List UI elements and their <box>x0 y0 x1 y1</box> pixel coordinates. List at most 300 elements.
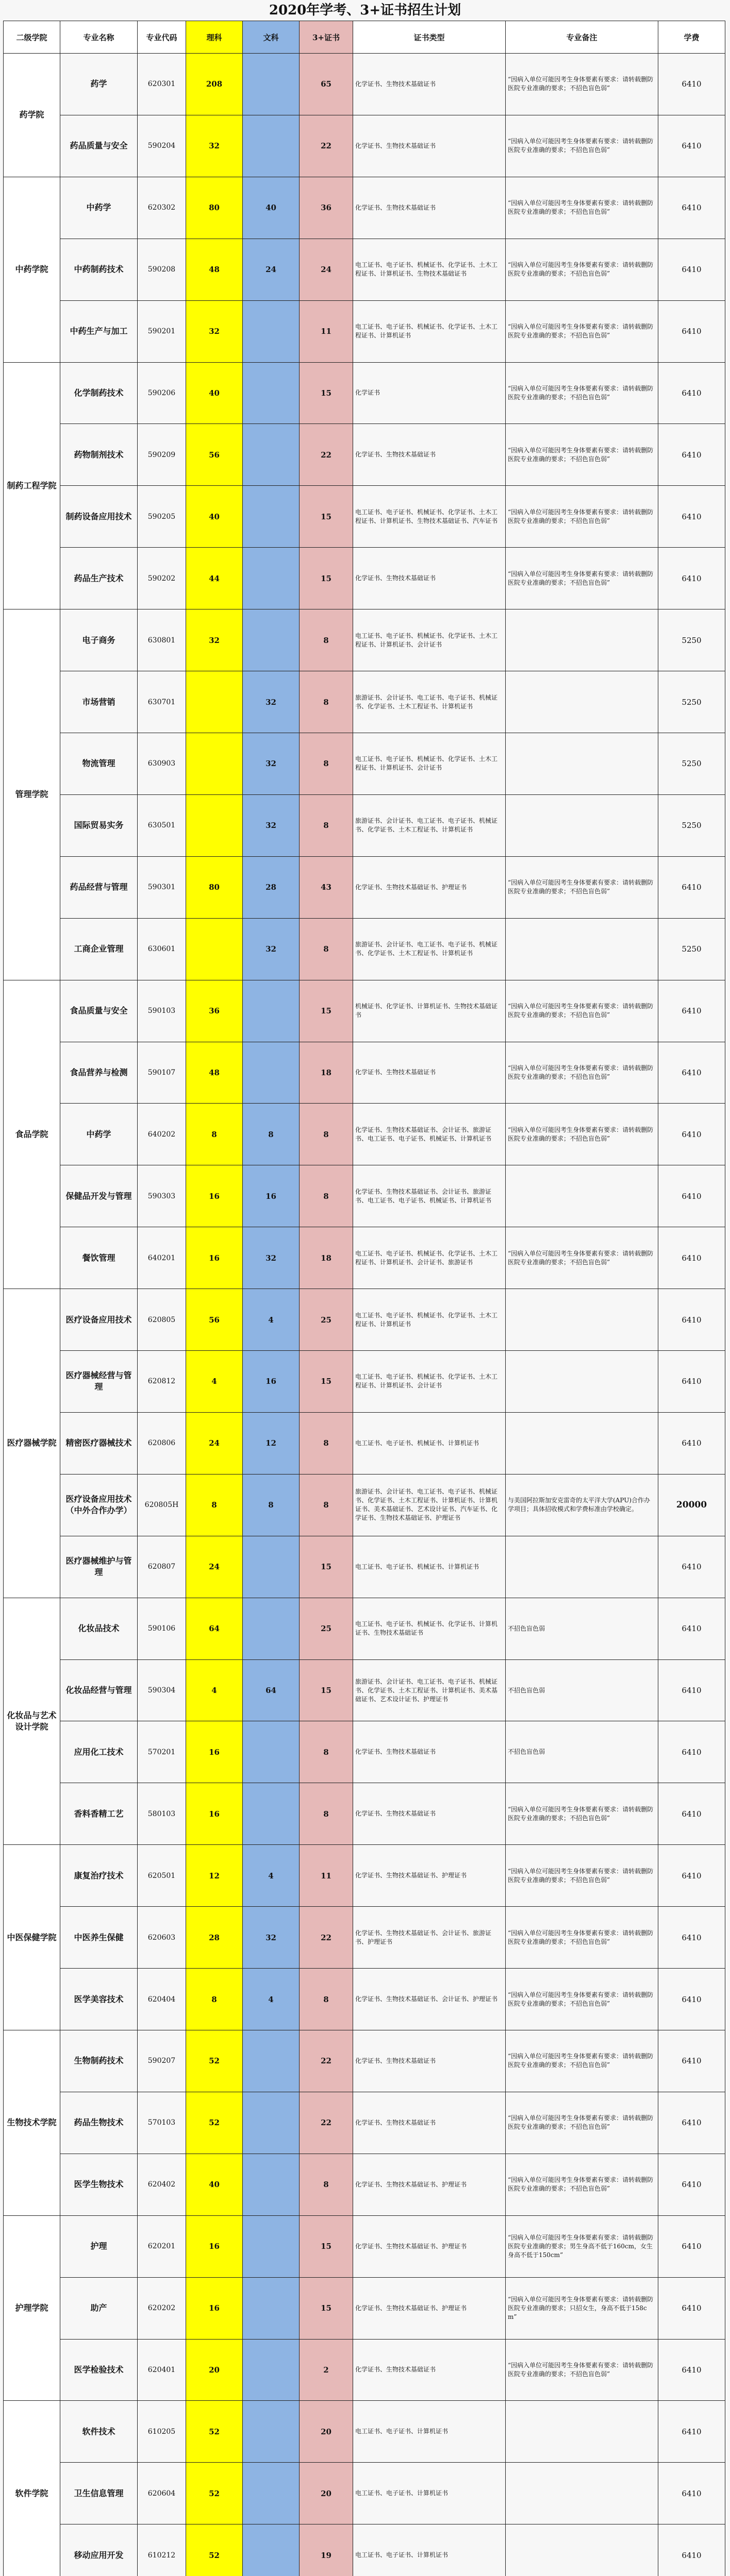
note-cell <box>506 794 658 856</box>
code-cell: 630801 <box>138 609 186 671</box>
liberal-arts-quota-cell <box>243 2524 300 2576</box>
major-cell: 制药设备应用技术 <box>60 486 138 548</box>
code-cell: 590107 <box>138 1042 186 1104</box>
cert-quota-cell: 24 <box>300 239 353 300</box>
science-quota-cell: 24 <box>186 1536 243 1598</box>
page-title: 2020年学考、3+证书招生计划 <box>269 3 461 18</box>
major-cell: 保健品开发与管理 <box>60 1165 138 1227</box>
table-row <box>4 1474 725 1536</box>
cert-type-cell: 化学证书、生物技术基础证书 <box>353 548 506 609</box>
science-quota-cell: 16 <box>186 2277 243 2339</box>
fee-cell: 6410 <box>658 2463 725 2524</box>
cert-type-cell: 电工证书、电子证书、机械证书、化学证书、计算机证书、生物技术基础证书 <box>353 1598 506 1659</box>
major-cell: 工商企业管理 <box>60 918 138 980</box>
cert-quota-cell: 8 <box>300 1783 353 1845</box>
code-cell: 630501 <box>138 794 186 856</box>
liberal-arts-quota-cell <box>243 2215 300 2277</box>
major-cell: 餐饮管理 <box>60 1227 138 1289</box>
cert-quota-cell: 22 <box>300 2092 353 2154</box>
note-cell: “因病入单位可能因考生身体要素有要求：请转载删防医院专业准确的要求；不招色盲色弱” <box>506 115 658 177</box>
cert-type-cell: 化学证书、生物技术基础证书、会计证书、旅游证书、电工证书、电子证书、机械证书、计算机证书 <box>353 1104 506 1165</box>
fee-cell: 6410 <box>658 1165 725 1227</box>
liberal-arts-quota-cell <box>243 1598 300 1659</box>
liberal-arts-quota-cell <box>243 2401 300 2463</box>
code-cell: 590106 <box>138 1598 186 1659</box>
fee-cell: 6410 <box>658 1783 725 1845</box>
cert-type-cell: 电工证书、电子证书、机械证书、化学证书、土木工程证书、计算机证书 <box>353 300 506 362</box>
code-cell: 620302 <box>138 177 186 239</box>
note-cell: 与美国阿拉斯加安克雷奇的太平洋大学(APU)合作办学项目；具体招收模式和学费标准由学校确定。 <box>506 1474 658 1536</box>
liberal-arts-quota-cell <box>243 609 300 671</box>
header-3plus-cert: 3+证书 <box>300 21 353 54</box>
note-cell: “因病入单位可能因考生身体要素有要求：请转载删防医院专业准确的要求；不招色盲色弱” <box>506 856 658 918</box>
fee-cell: 6410 <box>658 424 725 486</box>
table-row <box>4 856 725 918</box>
cert-quota-cell: 22 <box>300 1907 353 1969</box>
cert-type-cell: 化学证书、生物技术基础证书、护理证书 <box>353 2154 506 2215</box>
liberal-arts-quota-cell <box>243 1721 300 1783</box>
science-quota-cell: 80 <box>186 856 243 918</box>
fee-cell: 5250 <box>658 733 725 794</box>
fee-cell: 6410 <box>658 980 725 1042</box>
fee-cell: 6410 <box>658 239 725 300</box>
cert-type-cell: 旅游证书、会计证书、电工证书、电子证书、机械证书、化学证书、土木工程证书、计算机证书 <box>353 671 506 733</box>
code-cell: 620201 <box>138 2215 186 2277</box>
college-cell: 中医保健学院 <box>4 1845 60 2030</box>
cert-quota-cell: 15 <box>300 2215 353 2277</box>
table-row <box>4 1042 725 1104</box>
note-cell <box>506 1289 658 1351</box>
code-cell: 590208 <box>138 239 186 300</box>
code-cell: 620402 <box>138 2154 186 2215</box>
note-cell: “因病入单位可能因考生身体要素有要求：请转载删防医院专业准确的要求；不招色盲色弱” <box>506 1042 658 1104</box>
cert-type-cell: 化学证书、生物技术基础证书 <box>353 115 506 177</box>
college-cell: 中药学院 <box>4 177 60 362</box>
fee-cell: 6410 <box>658 300 725 362</box>
major-cell: 中药学 <box>60 1104 138 1165</box>
table-row <box>4 300 725 362</box>
science-quota-cell: 208 <box>186 54 243 115</box>
liberal-arts-quota-cell <box>243 115 300 177</box>
header-fee: 学费 <box>658 21 725 54</box>
cert-quota-cell: 15 <box>300 980 353 1042</box>
liberal-arts-quota-cell: 28 <box>243 856 300 918</box>
liberal-arts-quota-cell <box>243 300 300 362</box>
note-cell <box>506 2463 658 2524</box>
liberal-arts-quota-cell <box>243 980 300 1042</box>
table-row <box>4 424 725 486</box>
table-row <box>4 2030 725 2092</box>
note-cell <box>506 918 658 980</box>
code-cell: 610212 <box>138 2524 186 2576</box>
fee-cell: 6410 <box>658 2524 725 2576</box>
cert-type-cell: 电工证书、电子证书、机械证书、化学证书、土木工程证书、计算机证书、会计证书 <box>353 1351 506 1413</box>
fee-cell: 6410 <box>658 115 725 177</box>
science-quota-cell: 4 <box>186 1659 243 1721</box>
science-quota-cell <box>186 671 243 733</box>
science-quota-cell: 4 <box>186 1351 243 1413</box>
major-cell: 食品质量与安全 <box>60 980 138 1042</box>
cert-type-cell: 化学证书、生物技术基础证书、护理证书 <box>353 2277 506 2339</box>
header-liberal-arts: 文科 <box>243 21 300 54</box>
table-row <box>4 1351 725 1413</box>
liberal-arts-quota-cell <box>243 548 300 609</box>
cert-quota-cell: 18 <box>300 1227 353 1289</box>
note-cell <box>506 671 658 733</box>
liberal-arts-quota-cell: 4 <box>243 1969 300 2030</box>
table-row <box>4 115 725 177</box>
note-cell: “因病入单位可能因考生身体要素有要求：请转载删防医院专业准确的要求；不招色盲色弱” <box>506 2092 658 2154</box>
major-cell: 中药生产与加工 <box>60 300 138 362</box>
cert-type-cell: 电工证书、电子证书、机械证书、化学证书、土木工程证书、计算机证书、会计证书 <box>353 733 506 794</box>
table-row <box>4 2401 725 2463</box>
major-cell: 移动应用开发 <box>60 2524 138 2576</box>
liberal-arts-quota-cell <box>243 1536 300 1598</box>
code-cell: 620603 <box>138 1907 186 1969</box>
table-header-row <box>4 21 725 54</box>
table-row <box>4 362 725 424</box>
college-cell: 制药工程学院 <box>4 362 60 609</box>
cert-type-cell: 化学证书、生物技术基础证书 <box>353 424 506 486</box>
header-college: 二级学院 <box>4 21 60 54</box>
cert-quota-cell: 22 <box>300 424 353 486</box>
note-cell <box>506 2524 658 2576</box>
major-cell: 医学美容技术 <box>60 1969 138 2030</box>
liberal-arts-quota-cell: 40 <box>243 177 300 239</box>
fee-cell: 6410 <box>658 1227 725 1289</box>
table-row <box>4 733 725 794</box>
code-cell: 590209 <box>138 424 186 486</box>
note-cell: “因病入单位可能因考生身体要素有要求：请转载删防医院专业准确的要求；只招女生，身高不低于158cm” <box>506 2277 658 2339</box>
fee-cell: 6410 <box>658 2030 725 2092</box>
note-cell: “因病入单位可能因考生身体要素有要求：请转载删防医院专业准确的要求；不招色盲色弱” <box>506 300 658 362</box>
major-cell: 药学 <box>60 54 138 115</box>
science-quota-cell: 16 <box>186 1721 243 1783</box>
science-quota-cell: 16 <box>186 2215 243 2277</box>
note-cell: “因病入单位可能因考生身体要素有要求：请转载删防医院专业准确的要求；不招色盲色弱” <box>506 1907 658 1969</box>
cert-quota-cell: 25 <box>300 1598 353 1659</box>
major-cell: 卫生信息管理 <box>60 2463 138 2524</box>
cert-type-cell: 化学证书、生物技术基础证书 <box>353 2030 506 2092</box>
table-row <box>4 609 725 671</box>
liberal-arts-quota-cell <box>243 362 300 424</box>
table-row <box>4 2339 725 2401</box>
fee-cell: 6410 <box>658 362 725 424</box>
header-cert-type: 证书类型 <box>353 21 506 54</box>
fee-cell: 6410 <box>658 1412 725 1474</box>
fee-cell: 6410 <box>658 2277 725 2339</box>
major-cell: 康复治疗技术 <box>60 1845 138 1907</box>
major-cell: 药品质量与安全 <box>60 115 138 177</box>
cert-type-cell: 化学证书、生物技术基础证书 <box>353 2092 506 2154</box>
code-cell: 620807 <box>138 1536 186 1598</box>
cert-type-cell: 化学证书、生物技术基础证书、会计证书、护理证书 <box>353 1969 506 2030</box>
code-cell: 630701 <box>138 671 186 733</box>
cert-type-cell: 电工证书、电子证书、机械证书、化学证书、土木工程证书、计算机证书、生物技术基础证书 <box>353 239 506 300</box>
code-cell: 640201 <box>138 1227 186 1289</box>
note-cell: 不招色盲色弱 <box>506 1659 658 1721</box>
major-cell: 中药学 <box>60 177 138 239</box>
table-row <box>4 2524 725 2576</box>
liberal-arts-quota-cell: 64 <box>243 1659 300 1721</box>
note-cell <box>506 1412 658 1474</box>
cert-quota-cell: 15 <box>300 362 353 424</box>
fee-cell: 5250 <box>658 609 725 671</box>
liberal-arts-quota-cell: 12 <box>243 1412 300 1474</box>
major-cell: 化妆品经营与管理 <box>60 1659 138 1721</box>
college-cell: 生物技术学院 <box>4 2030 60 2216</box>
code-cell: 590301 <box>138 856 186 918</box>
fee-cell: 6410 <box>658 1845 725 1907</box>
liberal-arts-quota-cell: 24 <box>243 239 300 300</box>
table-row <box>4 2277 725 2339</box>
cert-type-cell: 电工证书、电子证书、机械证书、化学证书、土木工程证书、计算机证书、生物技术基础证书、汽车证书 <box>353 486 506 548</box>
cert-quota-cell: 20 <box>300 2463 353 2524</box>
note-cell: “因病入单位可能因考生身体要素有要求：请转载删防医院专业准确的要求；不招色盲色弱” <box>506 980 658 1042</box>
table-row <box>4 486 725 548</box>
table-row <box>4 2154 725 2215</box>
cert-quota-cell: 15 <box>300 1351 353 1413</box>
fee-cell: 6410 <box>658 2215 725 2277</box>
code-cell: 620604 <box>138 2463 186 2524</box>
cert-type-cell: 化学证书、生物技术基础证书 <box>353 177 506 239</box>
cert-type-cell: 电工证书、电子证书、机械证书、化学证书、土木工程证书、计算机证书、会计证书 <box>353 609 506 671</box>
liberal-arts-quota-cell <box>243 2339 300 2401</box>
fee-cell: 6410 <box>658 486 725 548</box>
science-quota-cell: 12 <box>186 1845 243 1907</box>
liberal-arts-quota-cell: 16 <box>243 1351 300 1413</box>
cert-quota-cell: 8 <box>300 1412 353 1474</box>
cert-quota-cell: 8 <box>300 1104 353 1165</box>
table-row <box>4 2215 725 2277</box>
cert-quota-cell: 25 <box>300 1289 353 1351</box>
cert-quota-cell: 8 <box>300 1474 353 1536</box>
cert-type-cell: 化学证书、生物技术基础证书 <box>353 54 506 115</box>
cert-type-cell: 机械证书、化学证书、计算机证书、生物技术基础证书 <box>353 980 506 1042</box>
fee-cell: 6410 <box>658 1289 725 1351</box>
table-row <box>4 239 725 300</box>
liberal-arts-quota-cell <box>243 54 300 115</box>
table-row <box>4 1289 725 1351</box>
science-quota-cell: 8 <box>186 1969 243 2030</box>
cert-type-cell: 化学证书、生物技术基础证书 <box>353 1721 506 1783</box>
cert-type-cell: 电工证书、电子证书、计算机证书 <box>353 2401 506 2463</box>
science-quota-cell: 36 <box>186 980 243 1042</box>
science-quota-cell: 16 <box>186 1165 243 1227</box>
code-cell: 610205 <box>138 2401 186 2463</box>
liberal-arts-quota-cell <box>243 486 300 548</box>
cert-type-cell: 化学证书、生物技术基础证书、会计证书、旅游证书、电工证书、电子证书、机械证书、计算机证书 <box>353 1165 506 1227</box>
cert-quota-cell: 8 <box>300 2154 353 2215</box>
cert-quota-cell: 8 <box>300 671 353 733</box>
liberal-arts-quota-cell <box>243 2154 300 2215</box>
code-cell: 590204 <box>138 115 186 177</box>
table-row <box>4 1598 725 1659</box>
table-row <box>4 1412 725 1474</box>
college-cell: 药学院 <box>4 54 60 177</box>
note-cell: “因病入单位可能因考生身体要素有要求：请转载删防医院专业准确的要求；不招色盲色弱” <box>506 2030 658 2092</box>
liberal-arts-quota-cell <box>243 1783 300 1845</box>
cert-quota-cell: 8 <box>300 1969 353 2030</box>
science-quota-cell: 8 <box>186 1104 243 1165</box>
enrollment-table <box>3 21 725 2576</box>
code-cell: 620501 <box>138 1845 186 1907</box>
code-cell: 590304 <box>138 1659 186 1721</box>
major-cell: 国际贸易实务 <box>60 794 138 856</box>
table-row <box>4 671 725 733</box>
cert-type-cell: 电工证书、电子证书、机械证书、化学证书、土木工程证书、计算机证书 <box>353 1289 506 1351</box>
college-cell: 管理学院 <box>4 609 60 980</box>
liberal-arts-quota-cell: 32 <box>243 794 300 856</box>
header-science: 理科 <box>186 21 243 54</box>
science-quota-cell: 20 <box>186 2339 243 2401</box>
science-quota-cell: 52 <box>186 2030 243 2092</box>
table-row <box>4 2092 725 2154</box>
note-cell: “因病入单位可能因考生身体要素有要求：请转载删防医院专业准确的要求；不招色盲色弱” <box>506 1845 658 1907</box>
major-cell: 应用化工技术 <box>60 1721 138 1783</box>
note-cell: “因病入单位可能因考生身体要素有要求：请转载删防医院专业准确的要求；不招色盲色弱” <box>506 486 658 548</box>
science-quota-cell: 52 <box>186 2463 243 2524</box>
fee-cell: 6410 <box>658 856 725 918</box>
fee-cell: 6410 <box>658 548 725 609</box>
major-cell: 市场营销 <box>60 671 138 733</box>
major-cell: 药品生物技术 <box>60 2092 138 2154</box>
science-quota-cell <box>186 733 243 794</box>
cert-type-cell: 旅游证书、会计证书、电工证书、电子证书、机械证书、化学证书、土木工程证书、计算机证书 <box>353 794 506 856</box>
fee-cell: 6410 <box>658 1104 725 1165</box>
cert-type-cell: 电工证书、电子证书、计算机证书 <box>353 2463 506 2524</box>
cert-quota-cell: 65 <box>300 54 353 115</box>
liberal-arts-quota-cell: 32 <box>243 918 300 980</box>
table-body <box>4 54 725 2576</box>
science-quota-cell <box>186 918 243 980</box>
cert-type-cell: 电工证书、电子证书、计算机证书 <box>353 2524 506 2576</box>
code-cell: 570201 <box>138 1721 186 1783</box>
cert-quota-cell: 43 <box>300 856 353 918</box>
fee-cell: 6410 <box>658 1721 725 1783</box>
major-cell: 医疗器械维护与管理 <box>60 1536 138 1598</box>
cert-quota-cell: 19 <box>300 2524 353 2576</box>
college-cell: 医疗器械学院 <box>4 1289 60 1598</box>
note-cell: “因病入单位可能因考生身体要素有要求：请转载删防医院专业准确的要求；不招色盲色弱” <box>506 2154 658 2215</box>
cert-type-cell: 旅游证书、会计证书、电工证书、电子证书、机械证书、化学证书、土木工程证书、计算机证书 <box>353 918 506 980</box>
note-cell: “因病入单位可能因考生身体要素有要求：请转载删防医院专业准确的要求；不招色盲色弱” <box>506 177 658 239</box>
code-cell: 620202 <box>138 2277 186 2339</box>
cert-quota-cell: 22 <box>300 2030 353 2092</box>
note-cell: “因病入单位可能因考生身体要素有要求：请转载删防医院专业准确的要求；不招色盲色弱” <box>506 239 658 300</box>
liberal-arts-quota-cell: 32 <box>243 1907 300 1969</box>
table-row <box>4 1845 725 1907</box>
liberal-arts-quota-cell: 4 <box>243 1845 300 1907</box>
code-cell: 620301 <box>138 54 186 115</box>
major-cell: 化妆品技术 <box>60 1598 138 1659</box>
liberal-arts-quota-cell <box>243 2277 300 2339</box>
major-cell: 软件技术 <box>60 2401 138 2463</box>
note-cell: “因病入单位可能因考生身体要素有要求：请转载删防医院专业准确的要求；不招色盲色弱” <box>506 1104 658 1165</box>
science-quota-cell: 80 <box>186 177 243 239</box>
code-cell: 590205 <box>138 486 186 548</box>
cert-type-cell: 化学证书、生物技术基础证书、护理证书 <box>353 2215 506 2277</box>
cert-quota-cell: 11 <box>300 1845 353 1907</box>
fee-cell: 5250 <box>658 671 725 733</box>
liberal-arts-quota-cell: 32 <box>243 1227 300 1289</box>
code-cell: 620401 <box>138 2339 186 2401</box>
note-cell: “因病入单位可能因考生身体要素有要求：请转载删防医院专业准确的要求；不招色盲色弱” <box>506 1969 658 2030</box>
major-cell: 护理 <box>60 2215 138 2277</box>
table-row <box>4 794 725 856</box>
major-cell: 医学检验技术 <box>60 2339 138 2401</box>
note-cell: “因病入单位可能因考生身体要素有要求：请转载删防医院专业准确的要求；不招色盲色弱” <box>506 1783 658 1845</box>
code-cell: 590202 <box>138 548 186 609</box>
fee-cell: 6410 <box>658 2154 725 2215</box>
fee-cell: 6410 <box>658 177 725 239</box>
science-quota-cell: 52 <box>186 2401 243 2463</box>
liberal-arts-quota-cell: 32 <box>243 733 300 794</box>
major-cell: 医学生物技术 <box>60 2154 138 2215</box>
note-cell <box>506 609 658 671</box>
cert-quota-cell: 8 <box>300 918 353 980</box>
cert-quota-cell: 8 <box>300 1165 353 1227</box>
science-quota-cell: 48 <box>186 1042 243 1104</box>
science-quota-cell: 32 <box>186 115 243 177</box>
science-quota-cell: 44 <box>186 548 243 609</box>
science-quota-cell <box>186 794 243 856</box>
cert-type-cell: 化学证书 <box>353 362 506 424</box>
cert-quota-cell: 8 <box>300 733 353 794</box>
note-cell <box>506 2401 658 2463</box>
code-cell: 630601 <box>138 918 186 980</box>
code-cell: 630903 <box>138 733 186 794</box>
liberal-arts-quota-cell: 8 <box>243 1474 300 1536</box>
note-cell: “因病入单位可能因考生身体要素有要求：请转载删防医院专业准确的要求；不招色盲色弱” <box>506 424 658 486</box>
code-cell: 590207 <box>138 2030 186 2092</box>
major-cell: 药物制剂技术 <box>60 424 138 486</box>
cert-quota-cell: 22 <box>300 115 353 177</box>
cert-quota-cell: 8 <box>300 1721 353 1783</box>
code-cell: 580103 <box>138 1783 186 1845</box>
fee-cell: 6410 <box>658 2401 725 2463</box>
major-cell: 香料香精工艺 <box>60 1783 138 1845</box>
cert-quota-cell: 36 <box>300 177 353 239</box>
table-row <box>4 54 725 115</box>
science-quota-cell: 40 <box>186 486 243 548</box>
table-row <box>4 177 725 239</box>
cert-quota-cell: 15 <box>300 1536 353 1598</box>
science-quota-cell: 56 <box>186 424 243 486</box>
table-row <box>4 1536 725 1598</box>
table-row <box>4 1227 725 1289</box>
table-row <box>4 1969 725 2030</box>
code-cell: 590206 <box>138 362 186 424</box>
major-cell: 电子商务 <box>60 609 138 671</box>
code-cell: 620805H <box>138 1474 186 1536</box>
science-quota-cell: 40 <box>186 362 243 424</box>
note-cell <box>506 733 658 794</box>
major-cell: 精密医疗器械技术 <box>60 1412 138 1474</box>
table-row <box>4 2463 725 2524</box>
cert-quota-cell: 18 <box>300 1042 353 1104</box>
note-cell: “因病入单位可能因考生身体要素有要求：请转载删防医院专业准确的要求；不招色盲色弱” <box>506 362 658 424</box>
cert-type-cell: 化学证书、生物技术基础证书 <box>353 2339 506 2401</box>
code-cell: 570103 <box>138 2092 186 2154</box>
liberal-arts-quota-cell <box>243 2030 300 2092</box>
code-cell: 620806 <box>138 1412 186 1474</box>
table-row <box>4 1721 725 1783</box>
code-cell: 640202 <box>138 1104 186 1165</box>
science-quota-cell: 56 <box>186 1289 243 1351</box>
table-row <box>4 1783 725 1845</box>
major-cell: 食品营养与检测 <box>60 1042 138 1104</box>
